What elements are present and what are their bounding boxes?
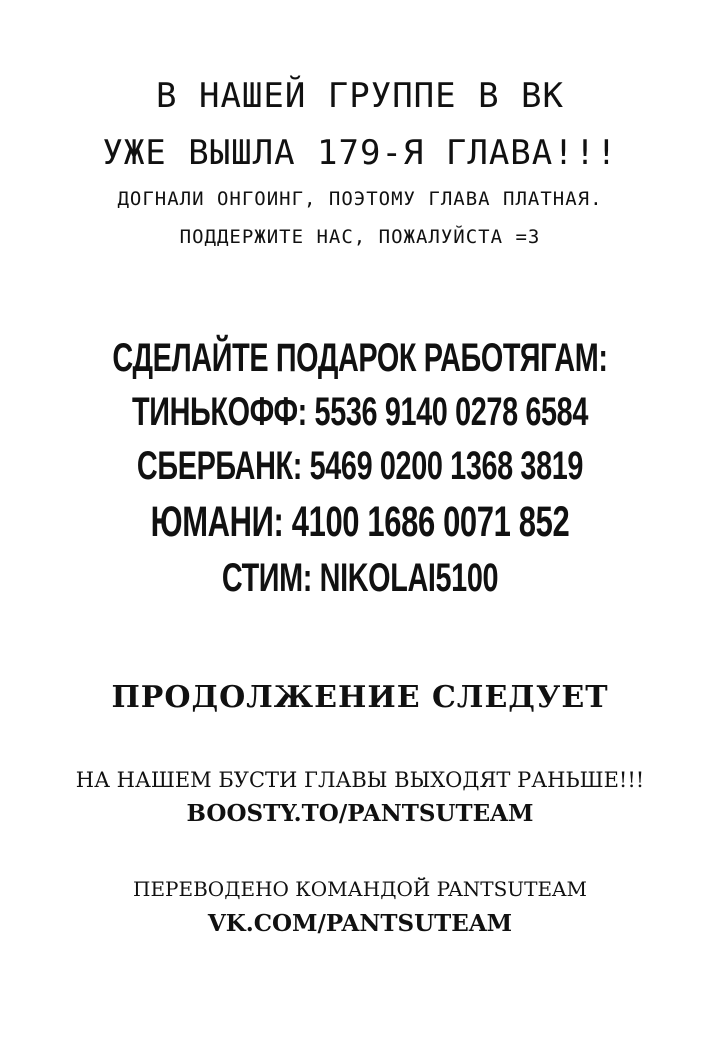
intro-line-2: УЖЕ ВЫШЛА 179-Я ГЛАВА!!!	[102, 133, 618, 173]
donate-sberbank: СБЕРБАНК: 5469 0200 1368 3819	[136, 444, 584, 488]
credits-text: ПЕРЕВОДЕНО КОМАНДОЙ PANTSUTEAM	[133, 877, 587, 901]
donate-heading: СДЕЛАЙТЕ ПОДАРОК РАБОТЯГАМ:	[112, 336, 608, 380]
intro-line-3: ДОГНАЛИ ОНГОИНГ, ПОЭТОМУ ГЛАВА ПЛАТНАЯ.	[117, 188, 603, 210]
intro-line-1: В НАШЕЙ ГРУППЕ В ВК	[156, 76, 564, 116]
boosty-text: НА НАШЕМ БУСТИ ГЛАВЫ ВЫХОДЯТ РАНЬШЕ!!!	[75, 768, 645, 792]
boosty-link[interactable]: BOOSTY.TO/PANTSUTEAM	[186, 800, 534, 827]
to-be-continued: ПРОДОЛЖЕНИЕ СЛЕДУЕТ	[111, 680, 609, 715]
donate-yumoney: ЮМАНИ: 4100 1686 0071 852	[150, 498, 570, 546]
intro-line-4: ПОДДЕРЖИТЕ НАС, ПОЖАЛУЙСТА =3	[179, 226, 541, 248]
donate-steam: СТИМ: NIKOLAI5100	[221, 556, 499, 600]
vk-link[interactable]: VK.COM/PANTSUTEAM	[207, 910, 513, 937]
donate-tinkoff: ТИНЬКОФФ: 5536 9140 0278 6584	[132, 390, 588, 434]
